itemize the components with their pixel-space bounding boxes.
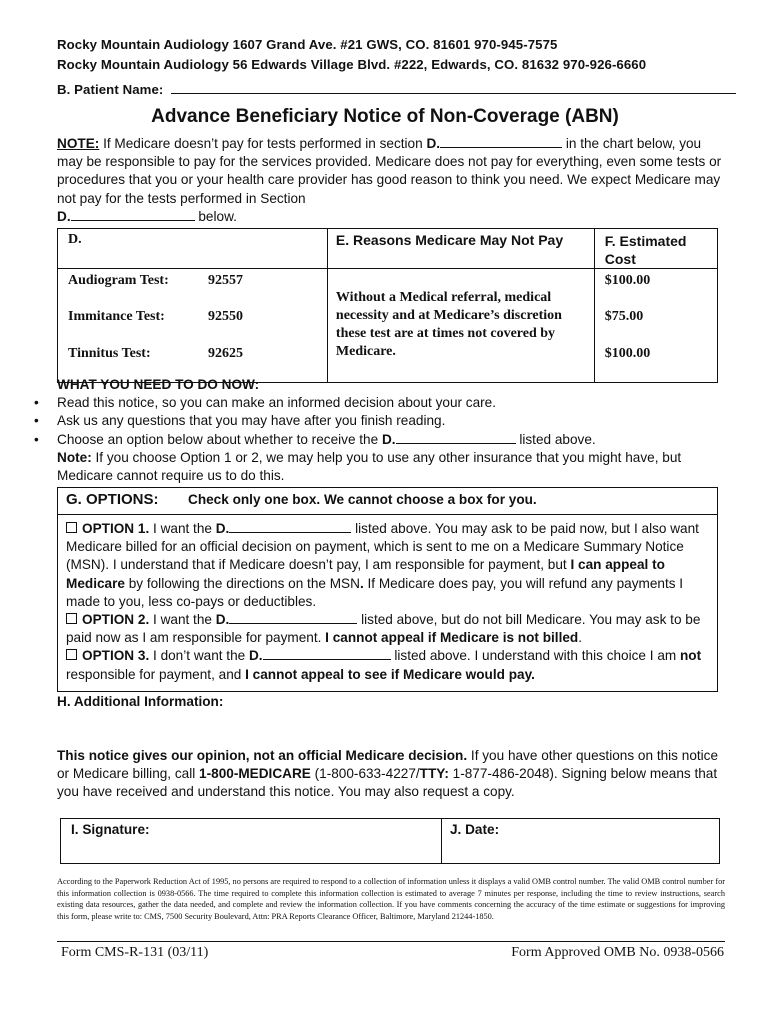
todo-heading: WHAT YOU NEED TO DO NOW:: [57, 377, 260, 392]
page-title: Advance Beneficiary Notice of Non-Coverage (ABN): [151, 106, 619, 127]
section-d-blank[interactable]: [263, 659, 391, 660]
note-label: NOTE:: [57, 136, 100, 151]
chart-header-d: D.: [58, 229, 328, 269]
test-code: 92550: [208, 309, 243, 324]
clinic-address-2: Rocky Mountain Audiology 56 Edwards Village Blvd. #222, Edwards, CO. 81632 970-926-6660: [57, 57, 647, 72]
test-name: Audiogram Test:: [68, 273, 169, 288]
section-d-blank[interactable]: [229, 623, 357, 624]
test-name: Immitance Test:: [68, 309, 165, 324]
todo-list: [0, 394, 729, 449]
chart-tests-cell: [58, 269, 328, 383]
chart-reason-cell: Without a Medical referral, medical necessity and at Medicare’s discretion these test are at times not covered by Medicare.: [327, 269, 594, 383]
list-item: • Ask us any questions that you may have after you finish reading.: [0, 412, 729, 430]
signature-box: [60, 818, 720, 864]
signature-field[interactable]: [61, 819, 442, 863]
option-1-checkbox[interactable]: [66, 522, 77, 533]
options-box: [57, 487, 718, 692]
section-d-blank[interactable]: [440, 147, 562, 148]
services-chart: [57, 228, 718, 383]
test-name: Tinnitus Test:: [68, 346, 151, 361]
option-3-checkbox[interactable]: [66, 649, 77, 660]
omb-number: Form Approved OMB No. 0938-0566: [511, 945, 724, 960]
footer-rule: [57, 941, 725, 942]
test-code: 92557: [208, 273, 243, 288]
patient-name-label: B. Patient Name:: [57, 82, 164, 97]
additional-info-heading: H. Additional Information:: [57, 694, 224, 709]
option-2-checkbox[interactable]: [66, 613, 77, 624]
option-2: OPTION 2. I want the D. listed above, but do not bill Medicare. You may ask to be paid now as I am responsible for payment. I cannot appeal if Medicare is not billed.: [66, 612, 701, 646]
patient-name-field[interactable]: [171, 81, 736, 94]
cost-value: $75.00: [604, 309, 644, 324]
date-field[interactable]: [442, 819, 719, 863]
paperwork-reduction-notice: According to the Paperwork Reduction Act of 1995, no persons are required to respond to a collection of information unless it displays a valid OMB control number. The valid OMB control number for this information collection is 0938-0566. The time required to complete this information collection is estimated to average 7 minutes per response, including the time to review instructions, search existing data resources, gather the data needed, and complete and review the information collection. If you have comments concerning the accuracy of the time estimate or suggestions for improving this form, please write to: CMS, 7500 Security Boulevard, Attn: PRA Reports Clearance Officer, Baltimore, Maryland 21244-1850.: [57, 877, 725, 922]
options-heading: G. OPTIONS:: [66, 491, 159, 508]
section-d-blank[interactable]: [71, 220, 195, 221]
option-3: OPTION 3. I don’t want the D. listed above. I understand with this choice I am not responsible for payment, and I cannot appeal to see if Medicare would pay.: [66, 648, 702, 682]
section-d-blank[interactable]: [229, 532, 351, 533]
option-1: OPTION 1. I want the D. listed above. You may ask to be paid now, but I also want Medicare billed for an official decision on payment, which is sent to me on a Medicare Summary Notice (MSN). I understand that if Medicare doesn’t pay, I am responsible for payment, but I can appeal to Medicare by following the directions on the MSN. If Medicare does pay, you will refund any payments I made to you, less co-pays or deductibles.: [66, 521, 699, 609]
patient-name-row: [57, 81, 736, 97]
options-instruction: Check only one box. We cannot choose a box for you.: [188, 492, 537, 507]
chart-header-e: E. Reasons Medicare May Not Pay: [327, 229, 594, 269]
test-code: 92625: [208, 346, 243, 361]
options-header: [58, 488, 717, 515]
signature-label: I. Signature:: [71, 822, 150, 837]
list-item: • Read this notice, so you can make an informed decision about your care.: [0, 394, 729, 412]
todo-note: Note: If you choose Option 1 or 2, we may help you to use any other insurance that you might have, but Medicare cannot require us to do this.: [57, 449, 682, 484]
clinic-address-1: Rocky Mountain Audiology 1607 Grand Ave. #21 GWS, CO. 81601 970-945-7575: [57, 37, 558, 52]
form-id: Form CMS-R-131 (03/11): [61, 945, 209, 960]
todo-section: [57, 376, 729, 485]
section-d-blank[interactable]: [396, 443, 516, 444]
chart-header-f: F. Estimated Cost: [594, 229, 717, 269]
note-paragraph: NOTE: If Medicare doesn’t pay for tests performed in section D. in the chart below, you may be responsible to pay for the services provided. Medicare does not pay for everything, even some tests or procedures that you or your health care provider has good reason to think you need. We expect Medicare may not pay for the tests performed in Section D. below.: [57, 136, 722, 224]
cost-value: $100.00: [604, 273, 651, 288]
cost-value: $100.00: [604, 346, 651, 361]
chart-cost-cell: [594, 269, 717, 383]
date-label: J. Date:: [450, 822, 500, 837]
list-item: • Choose an option below about whether to receive the D. listed above.: [0, 431, 729, 449]
opinion-paragraph: This notice gives our opinion, not an official Medicare decision. If you have other questions on this notice or Medicare billing, call 1-800-MEDICARE (1-800-633-4227/TTY: 1-877-486-2048). Signing below means that you have received and understand this notice. You may also request a copy.: [57, 748, 719, 800]
